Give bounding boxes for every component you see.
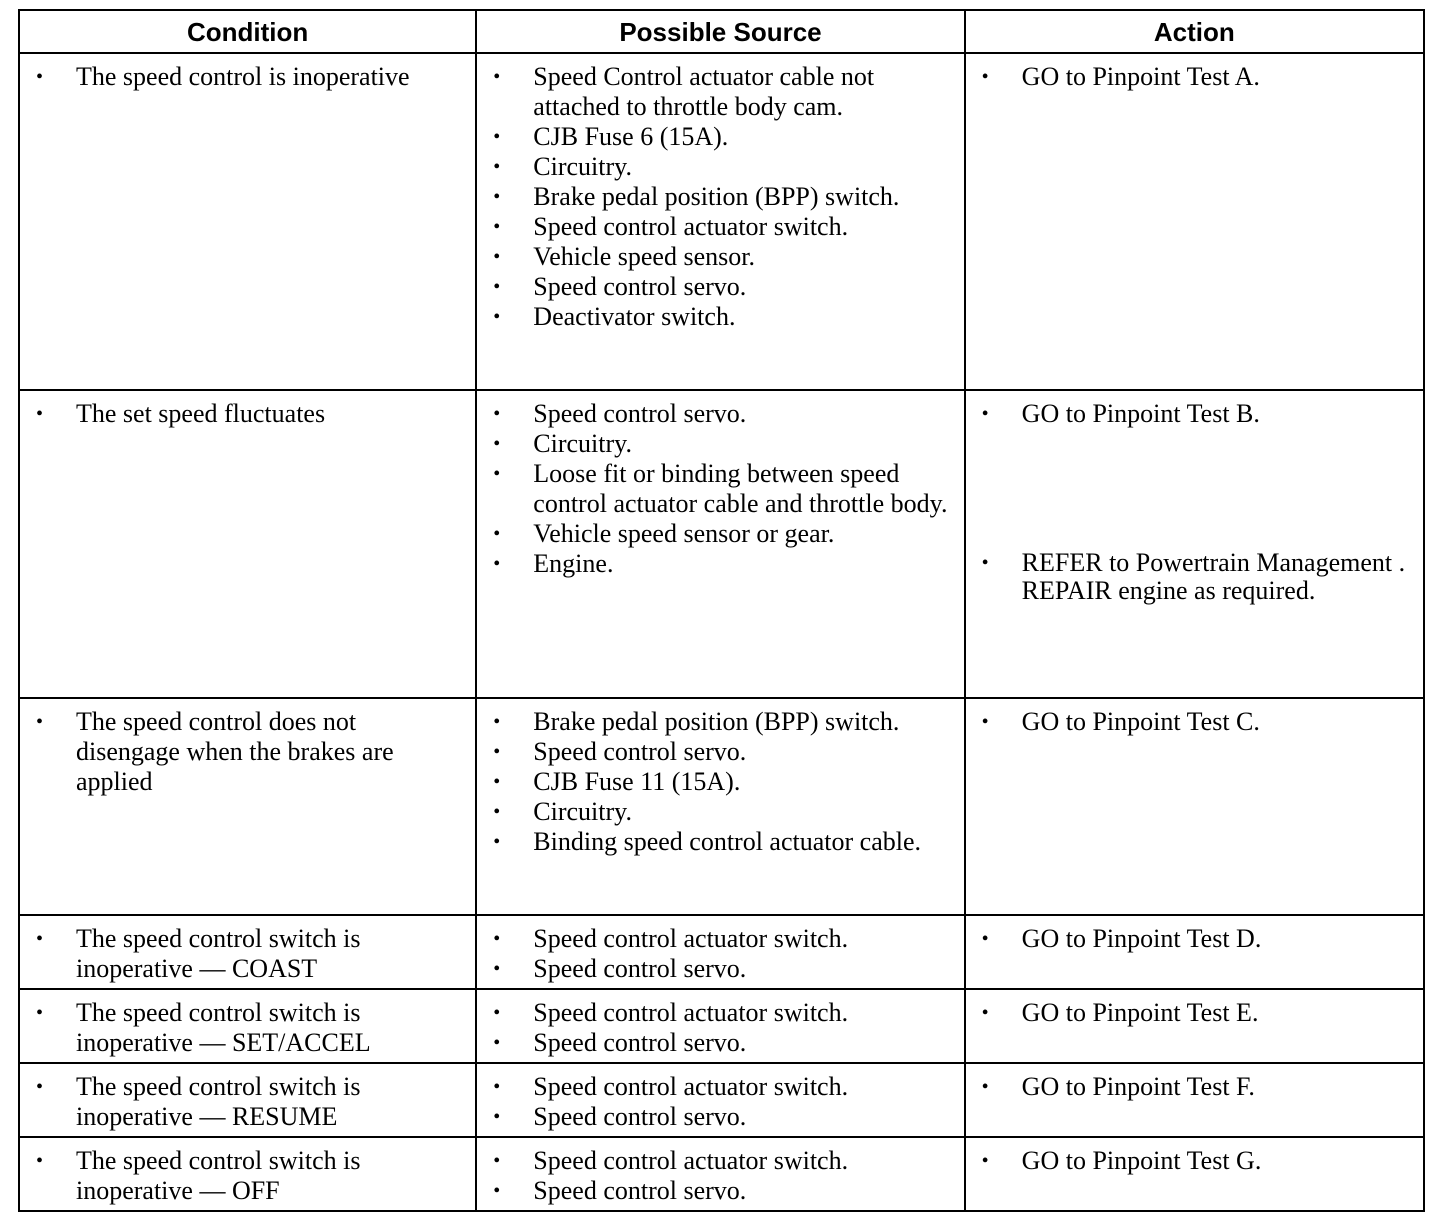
condition-item: • The set speed fluctuates — [20, 399, 465, 429]
source-item: • Speed Control actuator cable not attached to throttle body cam. — [477, 62, 953, 122]
source-item: • Loose fit or binding between speed control actuator cable and throttle body. — [477, 459, 953, 519]
source-item: • Engine. — [477, 549, 953, 579]
action-item: • GO to Pinpoint Test F. — [966, 1072, 1413, 1102]
source-item: • Speed control actuator switch. — [477, 1146, 953, 1176]
condition-item: • The speed control does not disengage when the brakes are applied — [20, 707, 465, 797]
action-cell — [965, 698, 1424, 915]
source-item: • Deactivator switch. — [477, 302, 953, 332]
condition-cell — [19, 1137, 476, 1211]
action-cell — [965, 1063, 1424, 1137]
header-condition: Condition — [19, 10, 476, 53]
action-item: • GO to Pinpoint Test G. — [966, 1146, 1413, 1176]
header-possible-source: Possible Source — [476, 10, 964, 53]
table-row — [19, 1063, 1424, 1137]
condition-cell — [19, 989, 476, 1063]
diagnosis-document — [18, 9, 1425, 1212]
source-cell — [476, 915, 964, 989]
source-item: • Speed control servo. — [477, 399, 953, 429]
action-cell — [965, 53, 1424, 390]
condition-item: • The speed control switch is inoperative — SET/ACCEL — [20, 998, 465, 1058]
action-item: • GO to Pinpoint Test B. — [966, 399, 1413, 429]
condition-cell — [19, 1063, 476, 1137]
table-row — [19, 53, 1424, 390]
source-item: • Binding speed control actuator cable. — [477, 827, 953, 857]
symptom-chart-table — [18, 9, 1425, 1212]
source-item: • Speed control servo. — [477, 1028, 953, 1058]
header-action: Action — [965, 10, 1424, 53]
source-item: • Speed control actuator switch. — [477, 1072, 953, 1102]
source-cell — [476, 698, 964, 915]
condition-cell — [19, 390, 476, 698]
source-item: • Speed control actuator switch. — [477, 998, 953, 1028]
source-cell — [476, 1063, 964, 1137]
condition-item: • The speed control switch is inoperative — COAST — [20, 924, 465, 984]
source-item: • Brake pedal position (BPP) switch. — [477, 707, 953, 737]
source-item: • Circuitry. — [477, 429, 953, 459]
condition-item: • The speed control is inoperative — [20, 62, 465, 92]
action-item: • GO to Pinpoint Test D. — [966, 924, 1413, 954]
source-cell — [476, 1137, 964, 1211]
table-row — [19, 915, 1424, 989]
action-cell — [965, 989, 1424, 1063]
condition-item: • The speed control switch is inoperative — OFF — [20, 1146, 465, 1206]
source-item: • Speed control servo. — [477, 954, 953, 984]
source-item: • Vehicle speed sensor. — [477, 242, 953, 272]
action-item: • GO to Pinpoint Test A. — [966, 62, 1413, 92]
source-cell — [476, 53, 964, 390]
condition-item: • The speed control switch is inoperative — RESUME — [20, 1072, 465, 1132]
table-row — [19, 698, 1424, 915]
source-item: • Brake pedal position (BPP) switch. — [477, 182, 953, 212]
source-item: • Speed control servo. — [477, 1176, 953, 1206]
source-cell — [476, 989, 964, 1063]
condition-cell — [19, 53, 476, 390]
table-row — [19, 989, 1424, 1063]
action-cell — [965, 390, 1424, 698]
action-item: • REFER to Powertrain Management . REPAIR engine as required. — [966, 549, 1413, 605]
source-item: • Speed control servo. — [477, 737, 953, 767]
condition-cell — [19, 698, 476, 915]
source-cell — [476, 390, 964, 698]
action-cell — [965, 1137, 1424, 1211]
source-item: • Vehicle speed sensor or gear. — [477, 519, 953, 549]
source-item: • Speed control servo. — [477, 1102, 953, 1132]
header-row — [19, 10, 1424, 53]
source-item: • Speed control actuator switch. — [477, 212, 953, 242]
source-item: • Circuitry. — [477, 797, 953, 827]
action-item: • GO to Pinpoint Test E. — [966, 998, 1413, 1028]
source-item: • CJB Fuse 6 (15A). — [477, 122, 953, 152]
condition-cell — [19, 915, 476, 989]
table-row — [19, 1137, 1424, 1211]
action-cell — [965, 915, 1424, 989]
source-item: • Speed control servo. — [477, 272, 953, 302]
source-item: • Speed control actuator switch. — [477, 924, 953, 954]
source-item: • Circuitry. — [477, 152, 953, 182]
table-row — [19, 390, 1424, 698]
source-item: • CJB Fuse 11 (15A). — [477, 767, 953, 797]
action-item: • GO to Pinpoint Test C. — [966, 707, 1413, 737]
